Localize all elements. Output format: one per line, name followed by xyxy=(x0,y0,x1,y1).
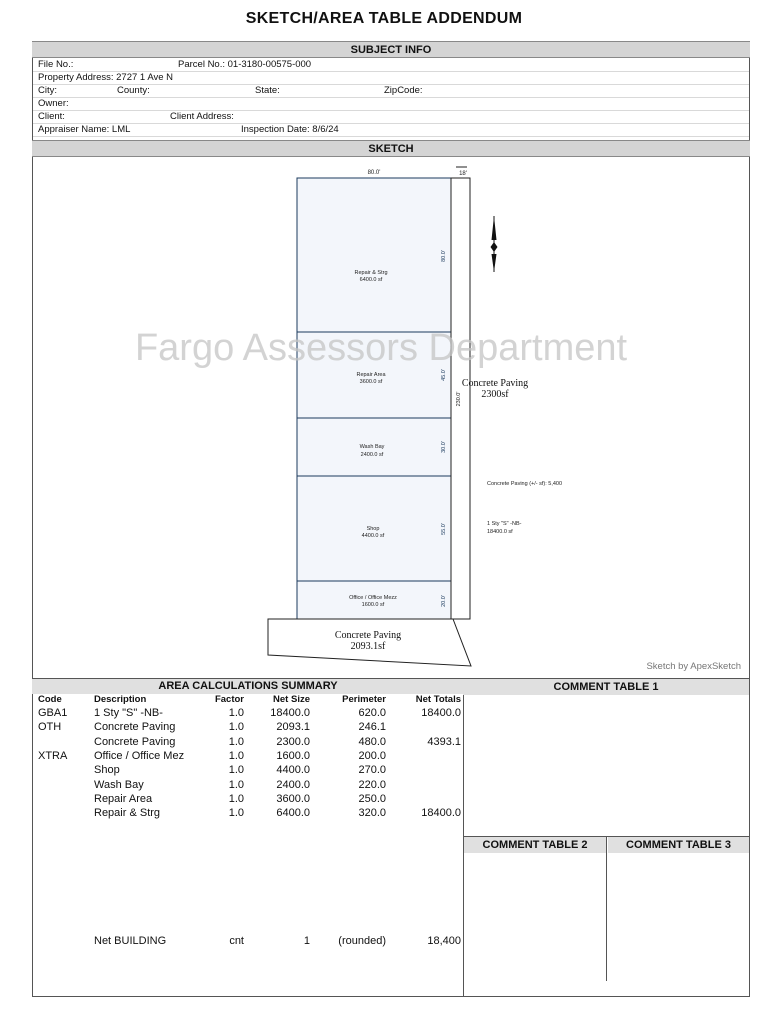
cell-perim: 200.0 xyxy=(358,749,386,762)
cell-factor: 1.0 xyxy=(228,707,244,719)
inspection-date: Inspection Date: 8/6/24 xyxy=(241,124,339,135)
paving-bottom-label: Concrete Paving xyxy=(334,630,402,641)
watermark: Fargo Assessors Department xyxy=(134,327,628,369)
room-area-repair-area: 3600.0 sf xyxy=(359,379,383,385)
cell-factor: 1.0 xyxy=(228,721,244,734)
cell-code: OTH xyxy=(38,721,62,734)
zipcode: ZipCode: xyxy=(384,85,423,96)
table-row xyxy=(0,706,464,720)
cell-factor: 1.0 xyxy=(228,764,244,777)
page-title: SKETCH/AREA TABLE ADDENDUM xyxy=(245,10,523,27)
cell-total: 4393.1 xyxy=(427,735,461,748)
info-row-location xyxy=(33,85,749,98)
cell-size: 2093.1 xyxy=(276,721,310,734)
col-net-size: Net Size xyxy=(273,694,310,705)
cell-desc: Shop xyxy=(94,764,120,777)
cell-desc: Repair Area xyxy=(94,792,153,805)
col-perimeter: Perimeter xyxy=(342,694,386,705)
dim-repair-area: 45.0' xyxy=(441,369,447,381)
cell-perim: 270.0 xyxy=(358,764,386,777)
table-row xyxy=(0,806,464,820)
col-net-totals: Net Totals xyxy=(415,694,461,705)
info-row-address xyxy=(33,72,749,85)
table-row xyxy=(0,735,464,749)
file-no: File No.: xyxy=(38,59,74,70)
cell-size: 18400.0 xyxy=(270,707,310,719)
net-building-row xyxy=(0,934,464,948)
room-label-repair-area: Repair Area xyxy=(356,372,386,378)
room-area-shop: 4400.0 sf xyxy=(361,533,385,539)
room-area-wash-bay: 2400.0 sf xyxy=(360,452,384,458)
note-building-name: 1 Sty "S" -NB- xyxy=(487,521,522,527)
parcel-no: Parcel No.: 01-3180-00575-000 xyxy=(178,59,312,70)
paving-side-area: 2300sf xyxy=(481,389,509,400)
cell-size: 4400.0 xyxy=(276,764,310,777)
paving-bottom-area: 2093.1sf xyxy=(350,641,386,652)
cell-size: 2300.0 xyxy=(276,735,310,748)
net-factor: cnt xyxy=(229,935,244,947)
subject-info-header: SUBJECT INFO xyxy=(32,41,750,58)
col-factor: Factor xyxy=(214,694,244,705)
info-row-file xyxy=(33,59,749,72)
sketch-header: SKETCH xyxy=(32,140,750,157)
cell-perim: 480.0 xyxy=(358,735,386,748)
info-row-client xyxy=(33,111,749,124)
room-area-repair-strg: 6400.0 sf xyxy=(359,277,383,283)
cell-desc: 1 Sty "S" -NB- xyxy=(94,707,163,719)
col-code: Code xyxy=(38,694,62,705)
table-row xyxy=(0,749,464,763)
cell-desc: Office / Office Mez xyxy=(94,749,185,762)
info-row-owner xyxy=(33,98,749,111)
cell-desc: Wash Bay xyxy=(94,778,144,791)
net-perim: (rounded) xyxy=(338,935,386,947)
area-calc-header: AREA CALCULATIONS SUMMARY xyxy=(32,679,464,694)
cell-perim: 250.0 xyxy=(358,792,386,805)
comment-table-3-header: COMMENT TABLE 3 xyxy=(608,837,749,853)
room-label-office: Office / Office Mezz xyxy=(349,595,397,601)
note-paving: Concrete Paving (+/- sf): 5,400 xyxy=(487,481,563,487)
room-label-shop: Shop xyxy=(366,526,380,532)
cell-perim: 320.0 xyxy=(358,807,386,820)
col-description: Description xyxy=(94,694,147,705)
comment-table-1-header: COMMENT TABLE 1 xyxy=(463,679,749,695)
table-row xyxy=(0,720,464,734)
cell-perim: 620.0 xyxy=(358,707,386,719)
cell-size: 6400.0 xyxy=(276,807,310,820)
cell-perim: 220.0 xyxy=(358,778,386,791)
dim-top-strip: 18' xyxy=(459,171,467,177)
paving-side-label: Concrete Paving xyxy=(461,378,529,389)
sketch-area xyxy=(33,158,749,678)
cell-desc: Repair & Strg xyxy=(94,807,161,820)
dim-repair-strg: 80.0' xyxy=(441,250,447,262)
cell-size: 1600.0 xyxy=(276,749,310,762)
cell-factor: 1.0 xyxy=(228,749,244,762)
client: Client: xyxy=(38,111,65,122)
cell-size: 2400.0 xyxy=(276,778,310,791)
cell-factor: 1.0 xyxy=(228,778,244,791)
state: State: xyxy=(255,85,280,96)
north-arrow-icon xyxy=(491,216,498,272)
appraiser-name: Appraiser Name: LML xyxy=(38,124,131,135)
note-building-area: 18400.0 sf xyxy=(487,529,513,535)
sketch-credit: Sketch by ApexSketch xyxy=(646,661,741,672)
table-row xyxy=(0,763,464,777)
dim-top-width: 80.0' xyxy=(367,170,381,176)
comment-vertical-divider xyxy=(606,836,607,981)
net-label: Net BUILDING xyxy=(94,935,167,947)
cell-factor: 1.0 xyxy=(228,792,244,805)
sketch-drawing xyxy=(33,158,749,678)
cell-total: 18400.0 xyxy=(421,807,461,820)
net-total: 18,400 xyxy=(427,935,461,947)
cell-factor: 1.0 xyxy=(228,735,244,748)
dim-office: 20.0' xyxy=(441,595,447,607)
room-label-repair-strg: Repair & Strg xyxy=(354,270,388,276)
cell-factor: 1.0 xyxy=(228,807,244,820)
city: City: xyxy=(38,85,57,96)
cell-desc: Concrete Paving xyxy=(94,721,176,734)
table-row xyxy=(0,792,464,806)
net-size: 1 xyxy=(303,935,310,947)
info-row-appraiser xyxy=(33,124,749,137)
dim-side-strip: 230.0' xyxy=(456,391,462,407)
room-label-wash-bay: Wash Bay xyxy=(359,444,385,450)
cell-total: 18400.0 xyxy=(421,707,461,719)
room-area-office: 1600.0 sf xyxy=(361,602,385,608)
county: County: xyxy=(117,85,150,96)
cell-size: 3600.0 xyxy=(276,792,310,805)
owner: Owner: xyxy=(38,98,69,109)
cell-desc: Concrete Paving xyxy=(94,735,176,748)
cell-perim: 246.1 xyxy=(358,721,386,734)
comment-table-2-header: COMMENT TABLE 2 xyxy=(464,837,606,853)
building-fill xyxy=(297,178,451,619)
dim-wash-bay: 30.0' xyxy=(441,441,447,453)
table-row xyxy=(0,778,464,792)
cell-code: GBA1 xyxy=(38,707,68,719)
dim-shop: 55.0' xyxy=(441,523,447,535)
property-address: Property Address: 2727 1 Ave N xyxy=(38,72,174,83)
cell-code: XTRA xyxy=(38,749,68,762)
client-address: Client Address: xyxy=(170,111,234,122)
